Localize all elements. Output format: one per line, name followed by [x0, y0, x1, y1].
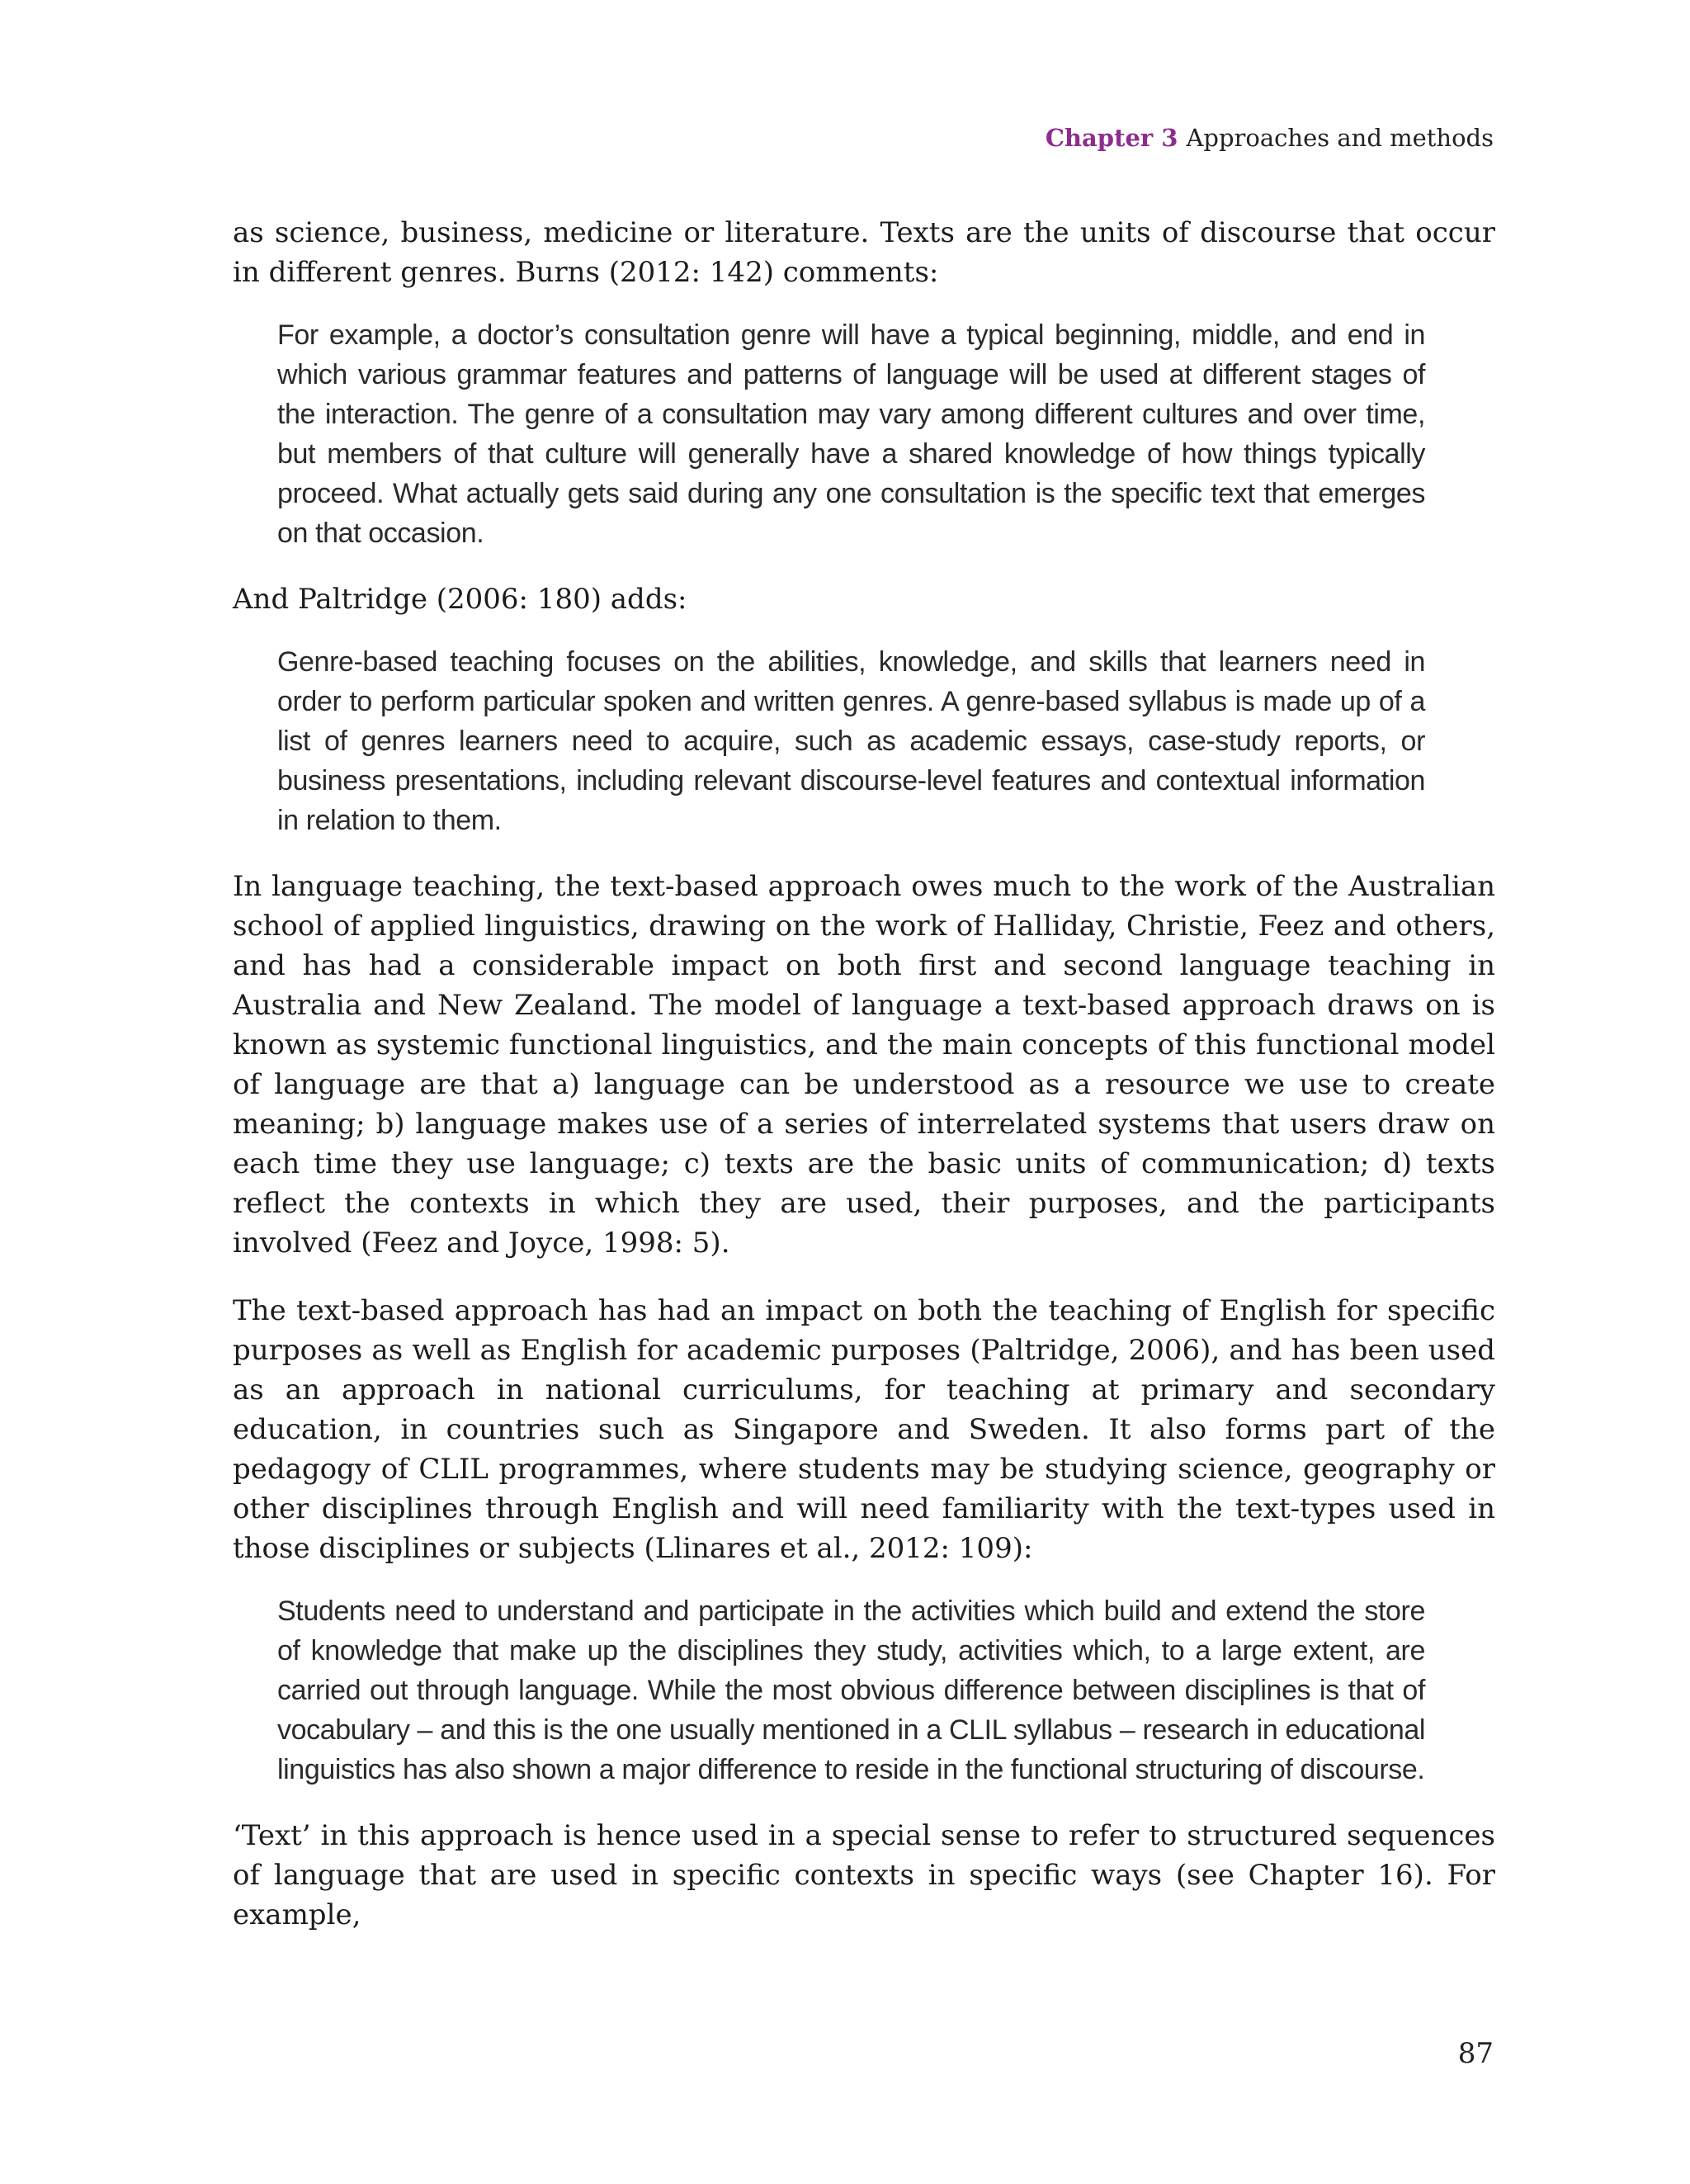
- chapter-title: Approaches and methods: [1186, 124, 1494, 152]
- body-paragraph-2: And Paltridge (2006: 180) adds:: [233, 583, 687, 616]
- page-content: [233, 213, 1495, 1963]
- body-paragraph-1: as science, business, medicine or literature. Texts are the units of discourse that occur in different genres. Burns (2012: 142) comments:: [233, 216, 1495, 289]
- block-quote-burns: For example, a doctor’s consultation genre will have a typical beginning, middle, and end in which various grammar features and patterns of language will be used at different stages of the interaction. The genre of a consultation may vary among different cultures and over time, but members of that culture will generally have a shared knowledge of how things typically proceed. What actually gets said during any one consultation is the specific text that emerges on that occasion.: [277, 319, 1425, 549]
- body-paragraph-3: In language teaching, the text-based approach owes much to the work of the Australian school of applied linguistics, drawing on the work of Halliday, Christie, Feez and others, and has had a considerable impact on both first and second language teaching in Australia and New Zealand. The model of language a text-based approach draws on is known as systemic functional linguistics, and the main concepts of this functional model of language are that a) language can be understood as a resource we use to create meaning; b) language makes use of a series of interrelated systems that users draw on each time they use language; c) texts are the basic units of communication; d) texts reflect the contexts in which they are used, their purposes, and the participants involved (Feez and Joyce, 1998: 5).: [233, 870, 1495, 1260]
- running-head: [1046, 124, 1494, 152]
- body-paragraph-5: ‘Text’ in this approach is hence used in a special sense to refer to structured sequences of language that are used in specific contexts in specific ways (see Chapter 16). For example,: [233, 1819, 1495, 1931]
- page-number: 87: [1457, 2037, 1494, 2070]
- body-paragraph-4: The text-based approach has had an impact on both the teaching of English for specific purposes as well as English for academic purposes (Paltridge, 2006), and has been used as an approach in national curriculums, for teaching at primary and secondary education, in countries such as Singapore and Sweden. It also forms part of the pedagogy of CLIL programmes, where students may be studying science, geography or other disciplines through English and will need familiarity with the text-types used in those disciplines or subjects (Llinares et al., 2012: 109):: [233, 1294, 1495, 1565]
- block-quote-llinares: Students need to understand and participate in the activities which build and extend the store of knowledge that make up the disciplines they study, activities which, to a large extent, are carried out through language. While the most obvious difference between disciplines is that of vocabulary – and this is the one usually mentioned in a CLIL syllabus – research in educational linguistics has also shown a major difference to reside in the functional structuring of discourse.: [277, 1595, 1425, 1785]
- chapter-label: Chapter 3: [1045, 124, 1178, 152]
- block-quote-paltridge: Genre-based teaching focuses on the abilities, knowledge, and skills that learners need in order to perform particular spoken and written genres. A genre-based syllabus is made up of a list of genres learners need to acquire, such as academic essays, case-study reports, or business presentations, including relevant discourse-level features and contextual information in relation to them.: [277, 646, 1425, 836]
